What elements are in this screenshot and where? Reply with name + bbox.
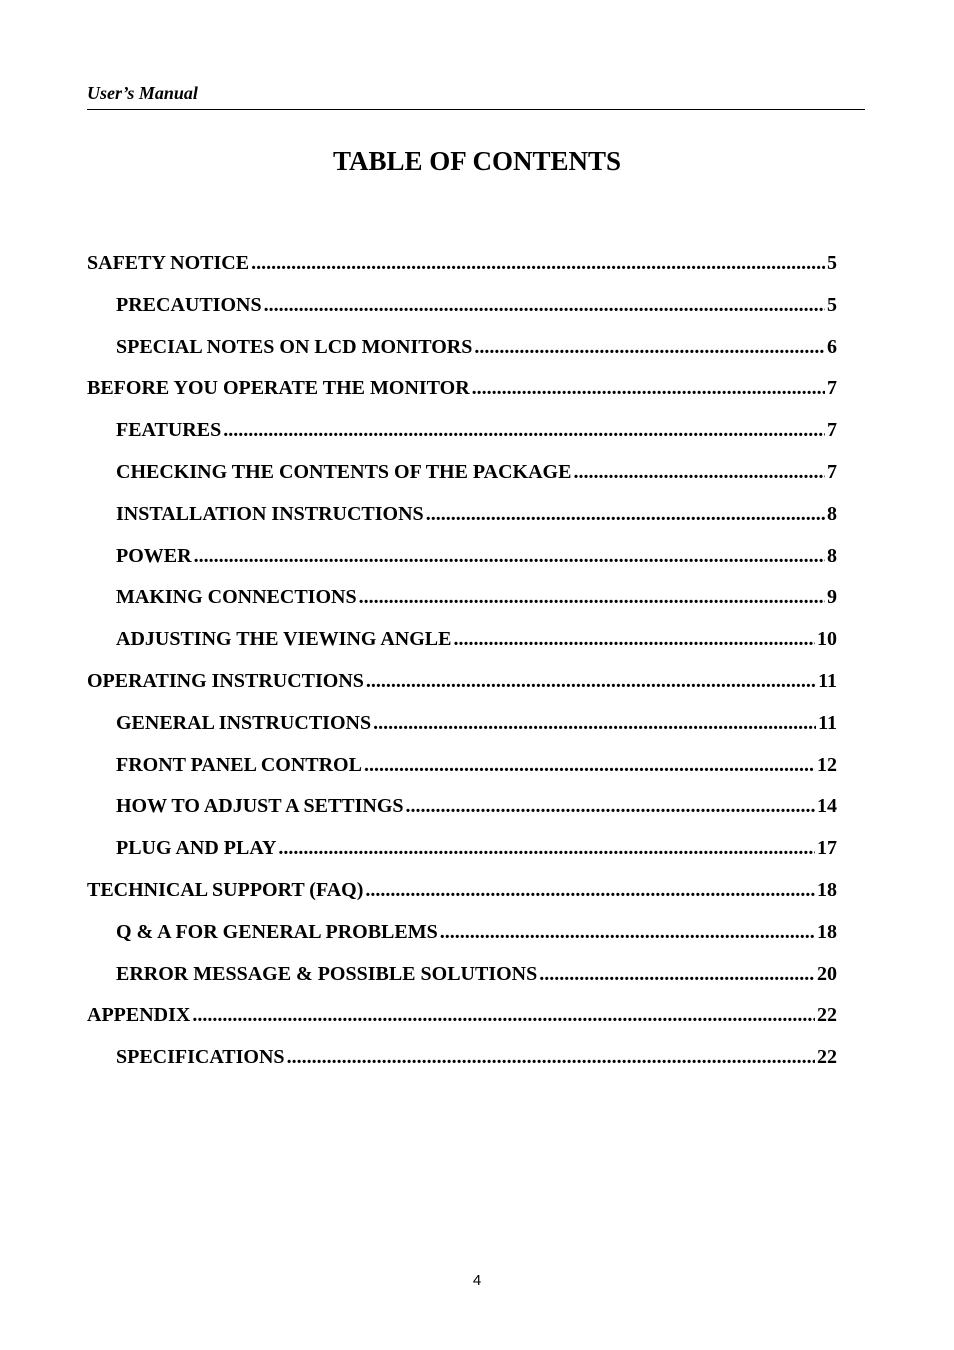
toc-entry-page: 18 bbox=[817, 920, 837, 943]
toc-entry-page: 14 bbox=[817, 795, 837, 818]
toc-entry-page: 11 bbox=[818, 711, 837, 734]
toc-entry-general-instructions[interactable] bbox=[87, 709, 837, 751]
toc-entry-label: POWER bbox=[116, 544, 192, 567]
page-number: 4 bbox=[472, 1272, 482, 1289]
toc-dot-leader bbox=[194, 542, 825, 570]
toc-entry-page: 20 bbox=[817, 962, 837, 985]
toc-entry-page: 18 bbox=[817, 878, 837, 901]
toc-entry-label: SAFETY NOTICE bbox=[87, 252, 250, 274]
toc-entry-label: ADJUSTING THE VIEWING ANGLE bbox=[116, 628, 452, 651]
toc-entry-page: 5 bbox=[827, 293, 837, 316]
toc-entry-label: INSTALLATION INSTRUCTIONS bbox=[116, 502, 424, 525]
toc-entry-label: BEFORE YOU OPERATE THE MONITOR bbox=[87, 377, 470, 400]
toc-entry-label: SPECIAL NOTES ON LCD MONITORS bbox=[116, 335, 473, 358]
toc-entry-label: GENERAL INSTRUCTIONS bbox=[116, 711, 372, 734]
toc-dot-leader bbox=[472, 374, 825, 402]
toc-dot-leader bbox=[406, 792, 815, 820]
toc-dot-leader bbox=[278, 834, 815, 862]
toc-entry-features[interactable] bbox=[87, 416, 837, 458]
toc-entry-page: 8 bbox=[827, 544, 837, 567]
toc-entry-safety-notice[interactable] bbox=[87, 249, 837, 291]
toc-dot-leader bbox=[474, 333, 825, 361]
running-header-title: User’s Manual bbox=[87, 83, 198, 103]
toc-entry-making-connections[interactable] bbox=[87, 583, 837, 625]
toc-entry-page: 5 bbox=[827, 252, 837, 274]
toc-dot-leader bbox=[573, 458, 825, 486]
toc-dot-leader bbox=[426, 500, 825, 528]
toc-entry-page: 17 bbox=[817, 837, 837, 860]
toc-entry-page: 22 bbox=[817, 1046, 837, 1069]
toc-entry-operating-instructions[interactable] bbox=[87, 667, 837, 709]
toc-entry-plug-and-play[interactable] bbox=[87, 834, 837, 876]
toc-entry-special-notes[interactable] bbox=[87, 333, 837, 375]
toc-entry-label: ERROR MESSAGE & POSSIBLE SOLUTIONS bbox=[116, 962, 538, 985]
toc-dot-leader bbox=[192, 1001, 815, 1029]
toc-entry-page: 7 bbox=[827, 419, 837, 442]
toc-entry-page: 7 bbox=[827, 377, 837, 400]
toc-dot-leader bbox=[359, 583, 825, 611]
toc-entry-installation[interactable] bbox=[87, 500, 837, 542]
toc-entry-page: 22 bbox=[817, 1004, 837, 1027]
toc-entry-label: CHECKING THE CONTENTS OF THE PACKAGE bbox=[116, 460, 572, 483]
toc-dot-leader bbox=[223, 416, 825, 444]
toc-entry-general-problems[interactable] bbox=[87, 918, 837, 960]
toc-entry-viewing-angle[interactable] bbox=[87, 625, 837, 667]
toc-entry-checking-contents[interactable] bbox=[87, 458, 837, 500]
toc-dot-leader bbox=[440, 918, 815, 946]
toc-dot-leader bbox=[364, 751, 815, 779]
toc-entry-label: HOW TO ADJUST A SETTINGS bbox=[116, 795, 404, 818]
toc-entry-label: FEATURES bbox=[116, 419, 222, 442]
toc-entry-precautions[interactable] bbox=[87, 291, 837, 333]
toc-entry-specifications[interactable] bbox=[87, 1043, 837, 1085]
toc-entry-label: SPECIFICATIONS bbox=[116, 1046, 285, 1069]
toc-entry-label: PLUG AND PLAY bbox=[116, 837, 277, 860]
toc-entry-label: FRONT PANEL CONTROL bbox=[116, 753, 362, 776]
toc-dot-leader bbox=[264, 291, 825, 319]
toc-entry-page: 9 bbox=[827, 586, 837, 609]
toc-entry-before-you-operate[interactable] bbox=[87, 374, 837, 416]
toc-entry-page: 10 bbox=[817, 628, 837, 651]
toc-entry-page: 11 bbox=[818, 669, 837, 692]
toc-entry-label: OPERATING INSTRUCTIONS bbox=[87, 669, 364, 692]
toc-dot-leader bbox=[453, 625, 815, 653]
toc-dot-leader bbox=[287, 1043, 815, 1071]
toc-dot-leader bbox=[366, 667, 816, 695]
toc-entry-page: 12 bbox=[817, 753, 837, 776]
toc-entry-page: 6 bbox=[827, 335, 837, 358]
toc-dot-leader bbox=[373, 709, 816, 737]
toc-entry-label: Q & A FOR GENERAL PROBLEMS bbox=[116, 920, 438, 943]
toc-dot-leader bbox=[365, 876, 815, 904]
page-title: TABLE OF CONTENTS bbox=[332, 146, 622, 176]
toc-entry-error-messages[interactable] bbox=[87, 960, 837, 1002]
toc-entry-technical-support[interactable] bbox=[87, 876, 837, 918]
toc-entry-label: TECHNICAL SUPPORT (FAQ) bbox=[87, 878, 364, 901]
toc-dot-leader bbox=[539, 960, 815, 988]
table-of-contents bbox=[87, 249, 837, 1085]
toc-entry-page: 7 bbox=[827, 460, 837, 483]
toc-entry-power[interactable] bbox=[87, 542, 837, 584]
running-header bbox=[87, 81, 865, 110]
toc-entry-page: 8 bbox=[827, 502, 837, 525]
toc-entry-label: APPENDIX bbox=[87, 1004, 191, 1027]
toc-dot-leader bbox=[251, 249, 825, 277]
toc-entry-label: PRECAUTIONS bbox=[116, 293, 262, 316]
toc-entry-front-panel-control[interactable] bbox=[87, 751, 837, 793]
toc-entry-adjust-settings[interactable] bbox=[87, 792, 837, 834]
toc-entry-label: MAKING CONNECTIONS bbox=[116, 586, 357, 609]
toc-entry-appendix[interactable] bbox=[87, 1001, 837, 1043]
